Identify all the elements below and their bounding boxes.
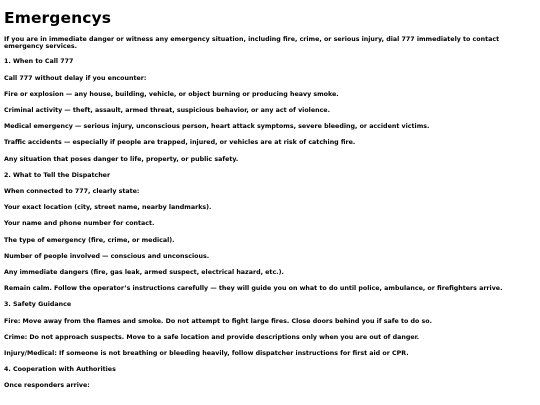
list-item: Your exact location (city, street name, nearby landmarks). xyxy=(4,204,212,212)
document-page xyxy=(4,0,534,390)
list-item: Any situation that poses danger to life, property, or public safety. xyxy=(4,155,239,163)
page-title: Emergencys xyxy=(4,9,112,27)
section-lead-when-to-call: Call 777 without delay if you encounter: xyxy=(4,74,147,82)
list-item: Injury/Medical: If someone is not breathing or bleeding heavily, follow dispatcher instructions for first aid or CPR. xyxy=(4,350,409,358)
section-heading-cooperation: 4. Cooperation with Authorities xyxy=(4,366,116,374)
intro-paragraph: If you are in immediate danger or witness any emergency situation, including fire, crime, or serious injury, dial 777 immediately to contact emergency services. xyxy=(4,36,500,51)
section-lead-cooperation: Once responders arrive: xyxy=(4,382,90,390)
list-item: Any immediate dangers (fire, gas leak, armed suspect, electrical hazard, etc.). xyxy=(4,269,284,277)
list-item: Number of people involved — conscious and unconscious. xyxy=(4,252,210,260)
section-heading-safety: 3. Safety Guidance xyxy=(4,301,72,309)
list-item: Remain calm. Follow the operator’s instructions carefully — they will guide you on what to do until police, ambulance, or firefighters arrive. xyxy=(4,285,503,293)
list-item: Criminal activity — theft, assault, armed threat, suspicious behavior, or any act of violence. xyxy=(4,107,330,115)
section-lead-dispatcher: When connected to 777, clearly state: xyxy=(4,188,140,196)
list-item: Medical emergency — serious injury, unconscious person, heart attack symptoms, severe bleeding, or accident victims. xyxy=(4,123,430,131)
list-item: Traffic accidents — especially if people are trapped, injured, or vehicles are at risk of catching fire. xyxy=(4,139,356,147)
list-item: Fire: Move away from the flames and smoke. Do not attempt to fight large fires. Close doors behind you if safe to do so. xyxy=(4,317,432,325)
section-heading-dispatcher: 2. What to Tell the Dispatcher xyxy=(4,171,111,179)
list-item: The type of emergency (fire, crime, or medical). xyxy=(4,236,175,244)
list-item: Your name and phone number for contact. xyxy=(4,220,155,228)
list-item: Fire or explosion — any house, building, vehicle, or object burning or producing heavy smoke. xyxy=(4,90,339,98)
list-item: Crime: Do not approach suspects. Move to a safe location and provide descriptions only when you are out of danger. xyxy=(4,333,420,341)
section-heading-when-to-call: 1. When to Call 777 xyxy=(4,58,74,66)
